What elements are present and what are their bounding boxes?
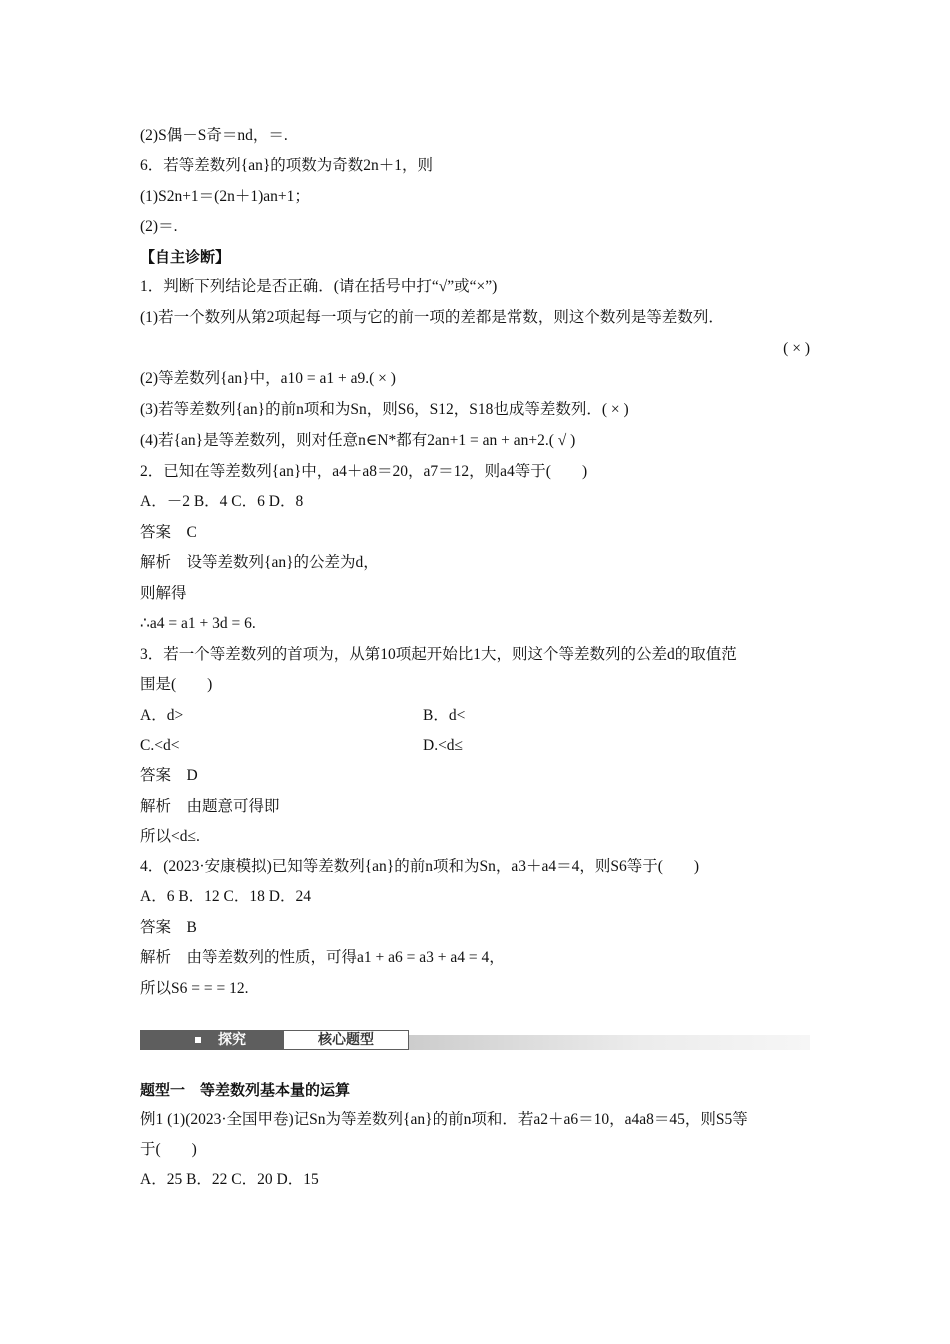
options-line: A．－2 B．4 C．6 D．8 xyxy=(140,493,304,510)
option-c: C.<d< xyxy=(140,737,180,754)
question-text: 围是( ) xyxy=(140,676,213,693)
option-b: B．d< xyxy=(423,707,466,724)
analysis-line: 解析 由题意可得即 xyxy=(140,798,280,815)
analysis-line: 解析 由等差数列的性质，可得a1 + a6 = a3 + a4 = 4， xyxy=(140,949,505,966)
text-line: 6．若等差数列{an}的项数为奇数2n＋1，则 xyxy=(140,157,434,174)
text-line: 所以S6 = = = 12. xyxy=(140,980,249,997)
text-line: 所以<d≤. xyxy=(140,828,200,845)
text-line: 则解得 xyxy=(140,585,187,602)
text-line: (2)S偶－S奇＝nd，＝. xyxy=(140,127,288,144)
banner-left xyxy=(140,1030,283,1050)
text-line: (2)＝. xyxy=(140,218,178,235)
text-line: (1)S2n+1＝(2n＋1)an+1； xyxy=(140,188,310,205)
question-text: 2．已知在等差数列{an}中，a4＋a8＝20，a7＝12，则a4等于( ) xyxy=(140,463,588,480)
section-heading: 题型一 等差数列基本量的运算 xyxy=(140,1081,351,1099)
text-line: (1)若一个数列从第2项起每一项与它的前一项的差都是常数，则这个数列是等差数列． xyxy=(140,309,724,326)
text-line: (4)若{an}是等差数列，则对任意n∈N*都有2an+1 = an + an+2.( √ ) xyxy=(140,432,576,449)
option-d: D.<d≤ xyxy=(423,737,464,754)
question-text: 1．判断下列结论是否正确．(请在括号中打“√”或“×”) xyxy=(140,278,498,295)
text-line: (2)等差数列{an}中，a10 = a1 + a9.( × ) xyxy=(140,370,396,387)
options-line: A．25 B．22 C．20 D．15 xyxy=(140,1171,319,1188)
example-text: 于( ) xyxy=(140,1141,197,1158)
options-line: A．6 B．12 C．18 D．24 xyxy=(140,888,311,905)
answer-line: 答案 B xyxy=(140,919,197,936)
text-line: ∴a4 = a1 + 3d = 6. xyxy=(140,615,256,632)
answer-line: 答案 D xyxy=(140,767,198,784)
section-heading: 【自主诊断】 xyxy=(140,248,231,266)
answer-line: 答案 C xyxy=(140,524,197,541)
banner-right-label: 核心题型 xyxy=(283,1030,409,1050)
question-text: 3．若一个等差数列的首项为，从第10项起开始比1大，则这个等差数列的公差d的取值范 xyxy=(140,646,737,663)
question-text: 4．(2023·安康模拟)已知等差数列{an}的前n项和为Sn，a3＋a4＝4，则S6等于( ) xyxy=(140,858,700,875)
square-icon xyxy=(195,1037,201,1043)
section-banner xyxy=(140,1030,810,1054)
example-text: 例1 (1)(2023·全国甲卷)记Sn为等差数列{an}的前n项和．若a2＋a6＝10，a4a8＝45，则S5等 xyxy=(140,1111,748,1128)
option-a: A．d> xyxy=(140,707,184,724)
text-line: (3)若等差数列{an}的前n项和为Sn，则S6，S12，S18也成等差数列．( × ) xyxy=(140,401,629,418)
answer-mark: ( × ) xyxy=(783,340,810,357)
banner-left-label: 探究 xyxy=(218,1032,246,1048)
analysis-line: 解析 设等差数列{an}的公差为d， xyxy=(140,554,379,571)
